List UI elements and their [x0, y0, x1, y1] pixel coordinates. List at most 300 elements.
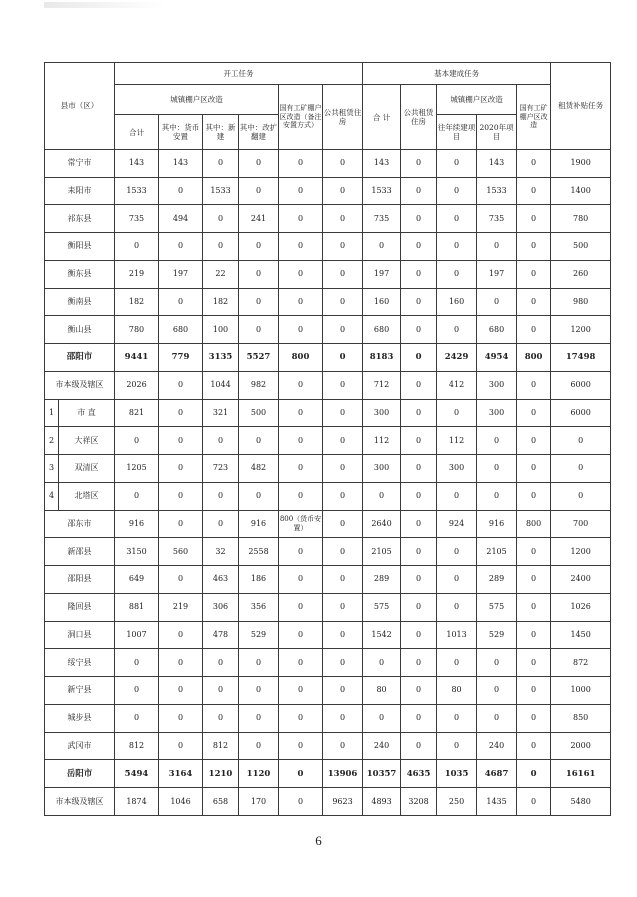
row-name: 衡东县	[45, 260, 115, 288]
header-start-tasks: 开工任务	[115, 63, 363, 85]
table-cell: 160	[363, 288, 401, 316]
row-index: 1	[45, 399, 59, 427]
table-cell: 0	[203, 704, 239, 732]
table-cell: 0	[323, 704, 363, 732]
table-row	[45, 649, 611, 677]
table-cell: 0	[203, 205, 239, 233]
header-of-which-cash: 其中：货币安置	[159, 115, 203, 149]
table-row	[45, 621, 611, 649]
table-cell: 0	[517, 205, 551, 233]
table-cell: 0	[363, 233, 401, 261]
table-cell: 680	[159, 316, 203, 344]
table-cell: 0	[239, 677, 279, 705]
table-cell: 680	[477, 316, 517, 344]
table-cell: 0	[551, 455, 611, 483]
table-row	[45, 760, 611, 788]
table-cell: 0	[477, 649, 517, 677]
table-row	[45, 288, 611, 316]
table-cell: 9441	[115, 344, 159, 372]
page-number: 6	[315, 833, 322, 848]
row-name: 洞口县	[45, 621, 115, 649]
table-cell: 0	[159, 510, 203, 538]
table-row	[45, 593, 611, 621]
table-cell: 0	[401, 621, 437, 649]
table-row	[45, 538, 611, 566]
table-cell: 0	[279, 593, 323, 621]
table-cell: 0	[159, 233, 203, 261]
table-cell: 735	[477, 205, 517, 233]
table-cell: 241	[239, 205, 279, 233]
table-cell: 5527	[239, 344, 279, 372]
table-cell: 13906	[323, 760, 363, 788]
table-cell: 4893	[363, 788, 401, 816]
table-row	[45, 455, 611, 483]
table-cell: 2105	[477, 538, 517, 566]
table-cell: 0	[279, 260, 323, 288]
table-cell: 0	[323, 177, 363, 205]
row-name: 隆回县	[45, 593, 115, 621]
table-cell: 800（货币安置）	[279, 510, 323, 538]
table-cell: 1210	[203, 760, 239, 788]
table-cell: 4635	[401, 760, 437, 788]
table-cell: 2640	[363, 510, 401, 538]
table-cell: 3150	[115, 538, 159, 566]
table-cell: 0	[437, 732, 477, 760]
table-cell: 0	[437, 205, 477, 233]
table-cell: 9623	[323, 788, 363, 816]
table-cell: 735	[115, 205, 159, 233]
table-row	[45, 566, 611, 594]
header-comp-shantytown: 城镇棚户区改造	[437, 85, 517, 115]
table-cell: 0	[323, 399, 363, 427]
table-cell: 0	[279, 233, 323, 261]
table-cell: 0	[239, 316, 279, 344]
table-cell: 2558	[239, 538, 279, 566]
table-cell: 924	[437, 510, 477, 538]
table-cell: 0	[323, 427, 363, 455]
table-cell: 0	[323, 510, 363, 538]
table-cell: 1205	[115, 455, 159, 483]
table-cell: 6000	[551, 371, 611, 399]
table-cell: 0	[517, 649, 551, 677]
table-row	[45, 205, 611, 233]
table-cell: 240	[477, 732, 517, 760]
table-cell: 0	[115, 427, 159, 455]
table-cell: 0	[279, 205, 323, 233]
table-cell: 0	[239, 177, 279, 205]
table-row	[45, 510, 611, 538]
table-cell: 0	[401, 455, 437, 483]
table-cell: 0	[279, 399, 323, 427]
header-of-which-renovate: 其中：改扩翻建	[239, 115, 279, 149]
table-cell: 100	[203, 316, 239, 344]
table-cell: 300	[477, 371, 517, 399]
table-cell: 219	[159, 593, 203, 621]
table-cell: 1400	[551, 177, 611, 205]
row-name: 新宁县	[45, 677, 115, 705]
table-cell: 0	[279, 455, 323, 483]
table-cell: 0	[239, 732, 279, 760]
table-cell: 1000	[551, 677, 611, 705]
table-row	[45, 427, 611, 455]
table-cell: 0	[203, 677, 239, 705]
table-cell: 0	[323, 593, 363, 621]
table-cell: 0	[279, 649, 323, 677]
table-cell: 0	[401, 566, 437, 594]
row-name: 新邵县	[45, 538, 115, 566]
table-cell: 0	[401, 399, 437, 427]
table-cell: 500	[239, 399, 279, 427]
table-cell: 0	[401, 149, 437, 177]
table-cell: 0	[159, 371, 203, 399]
table-cell: 0	[279, 760, 323, 788]
table-cell: 0	[323, 482, 363, 510]
header-completion-tasks: 基本建成任务	[363, 63, 551, 85]
header-of-which-new: 其中：新 建	[203, 115, 239, 149]
table-cell: 0	[159, 677, 203, 705]
table-cell: 0	[477, 455, 517, 483]
table-cell: 306	[203, 593, 239, 621]
table-cell: 1533	[363, 177, 401, 205]
row-name: 大祥区	[59, 427, 115, 455]
table-cell: 500	[551, 233, 611, 261]
table-cell: 0	[239, 649, 279, 677]
table-cell: 0	[279, 621, 323, 649]
table-cell: 289	[477, 566, 517, 594]
table-cell: 0	[437, 482, 477, 510]
table-cell: 412	[437, 371, 477, 399]
table-row	[45, 482, 611, 510]
table-cell: 0	[159, 399, 203, 427]
table-row	[45, 732, 611, 760]
table-cell: 3135	[203, 344, 239, 372]
table-cell: 0	[437, 566, 477, 594]
table-cell: 321	[203, 399, 239, 427]
table-cell: 529	[239, 621, 279, 649]
table-cell: 0	[437, 649, 477, 677]
table-row	[45, 399, 611, 427]
table-cell: 1533	[115, 177, 159, 205]
table-cell: 182	[203, 288, 239, 316]
table-cell: 0	[279, 538, 323, 566]
header-county: 县市（区）	[45, 63, 115, 150]
table-cell: 0	[517, 288, 551, 316]
row-name: 岳阳市	[45, 760, 115, 788]
table-cell: 219	[115, 260, 159, 288]
table-cell: 0	[159, 455, 203, 483]
row-name: 城步县	[45, 704, 115, 732]
table-cell: 1874	[115, 788, 159, 816]
table-cell: 0	[401, 538, 437, 566]
table-cell: 8183	[363, 344, 401, 372]
table-cell: 658	[203, 788, 239, 816]
table-cell: 0	[279, 371, 323, 399]
row-name: 绥宁县	[45, 649, 115, 677]
table-cell: 0	[517, 399, 551, 427]
table-cell: 182	[115, 288, 159, 316]
table-cell: 560	[159, 538, 203, 566]
table-cell: 0	[115, 482, 159, 510]
table-cell: 0	[239, 427, 279, 455]
table-cell: 0	[323, 371, 363, 399]
table-cell: 1013	[437, 621, 477, 649]
table-cell: 649	[115, 566, 159, 594]
table-cell: 0	[239, 704, 279, 732]
table-cell: 0	[517, 371, 551, 399]
header-year-2020: 2020年项目	[477, 115, 517, 149]
table-cell: 0	[517, 233, 551, 261]
table-cell: 1035	[437, 760, 477, 788]
table-cell: 0	[279, 482, 323, 510]
table-cell: 0	[517, 149, 551, 177]
table-cell: 0	[203, 149, 239, 177]
table-cell: 812	[203, 732, 239, 760]
table-cell: 0	[115, 677, 159, 705]
table-cell: 0	[279, 177, 323, 205]
table-cell: 0	[401, 316, 437, 344]
table-cell: 170	[239, 788, 279, 816]
row-name: 耒阳市	[45, 177, 115, 205]
table-row	[45, 316, 611, 344]
table-cell: 1007	[115, 621, 159, 649]
table-cell: 5480	[551, 788, 611, 816]
table-cell: 0	[517, 316, 551, 344]
table-cell: 0	[323, 288, 363, 316]
table-cell: 821	[115, 399, 159, 427]
table-cell: 812	[115, 732, 159, 760]
table-cell: 0	[517, 427, 551, 455]
table-cell: 0	[279, 316, 323, 344]
table-cell: 0	[159, 621, 203, 649]
table-cell: 0	[203, 233, 239, 261]
table-cell: 300	[363, 455, 401, 483]
table-cell: 112	[363, 427, 401, 455]
table-cell: 0	[437, 593, 477, 621]
table-cell: 0	[159, 732, 203, 760]
row-index: 4	[45, 482, 59, 510]
table-cell: 1435	[477, 788, 517, 816]
table-cell: 3164	[159, 760, 203, 788]
table-cell: 780	[551, 205, 611, 233]
table-cell: 0	[115, 649, 159, 677]
table-cell: 700	[551, 510, 611, 538]
table-cell: 2429	[437, 344, 477, 372]
row-name: 市 直	[59, 399, 115, 427]
table-cell: 575	[477, 593, 517, 621]
table-cell: 0	[323, 566, 363, 594]
table-cell: 881	[115, 593, 159, 621]
table-cell: 0	[279, 732, 323, 760]
table-cell: 0	[401, 704, 437, 732]
table-cell: 712	[363, 371, 401, 399]
table-cell: 0	[477, 677, 517, 705]
table-cell: 0	[477, 288, 517, 316]
table-row	[45, 260, 611, 288]
table-cell: 197	[159, 260, 203, 288]
table-cell: 0	[517, 177, 551, 205]
table-cell: 6000	[551, 399, 611, 427]
table-cell: 494	[159, 205, 203, 233]
row-name: 邵阳县	[45, 566, 115, 594]
header-urban-shantytown: 城镇棚户区改造	[115, 85, 279, 115]
table-cell: 80	[437, 677, 477, 705]
table-cell: 0	[279, 788, 323, 816]
table-cell: 1450	[551, 621, 611, 649]
header-comp-public-rental: 公共租赁住房	[401, 85, 437, 150]
table-cell: 780	[115, 316, 159, 344]
table-cell: 186	[239, 566, 279, 594]
table-cell: 0	[239, 233, 279, 261]
table-cell: 4687	[477, 760, 517, 788]
table-cell: 0	[159, 288, 203, 316]
table-cell: 0	[517, 677, 551, 705]
table-cell: 0	[203, 482, 239, 510]
table-row	[45, 149, 611, 177]
table-cell: 0	[323, 205, 363, 233]
table-cell: 1026	[551, 593, 611, 621]
table-row	[45, 344, 611, 372]
table-cell: 916	[115, 510, 159, 538]
table-cell: 1200	[551, 538, 611, 566]
table-cell: 1533	[203, 177, 239, 205]
table-cell: 0	[203, 510, 239, 538]
table-cell: 0	[401, 344, 437, 372]
table-row	[45, 177, 611, 205]
table-cell: 0	[401, 371, 437, 399]
table-cell: 80	[363, 677, 401, 705]
table-cell: 0	[159, 482, 203, 510]
table-cell: 0	[477, 704, 517, 732]
table-cell: 0	[323, 455, 363, 483]
table-cell: 300	[477, 399, 517, 427]
table-cell: 0	[159, 427, 203, 455]
header-prior-years: 往年续建项目	[437, 115, 477, 149]
table-cell: 0	[401, 593, 437, 621]
table-cell: 800	[279, 344, 323, 372]
table-cell: 240	[363, 732, 401, 760]
table-cell: 0	[401, 482, 437, 510]
row-index: 2	[45, 427, 59, 455]
table-cell: 10357	[363, 760, 401, 788]
table-cell: 250	[437, 788, 477, 816]
table-cell: 980	[551, 288, 611, 316]
table-cell: 0	[323, 316, 363, 344]
table-cell: 0	[437, 149, 477, 177]
table-cell: 0	[279, 704, 323, 732]
table-row	[45, 677, 611, 705]
table-cell: 0	[437, 704, 477, 732]
table-body	[45, 63, 611, 816]
table-cell: 0	[363, 649, 401, 677]
table-cell: 0	[159, 649, 203, 677]
table-cell: 197	[363, 260, 401, 288]
table-cell: 916	[239, 510, 279, 538]
table-row	[45, 371, 611, 399]
table-cell: 0	[517, 455, 551, 483]
table-cell: 0	[323, 621, 363, 649]
table-cell: 800	[517, 344, 551, 372]
table-cell: 22	[203, 260, 239, 288]
row-name: 衡阳县	[45, 233, 115, 261]
table-cell: 680	[363, 316, 401, 344]
table-cell: 0	[239, 288, 279, 316]
table-cell: 143	[477, 149, 517, 177]
table-cell: 872	[551, 649, 611, 677]
row-name: 祁东县	[45, 205, 115, 233]
table-cell: 0	[159, 177, 203, 205]
table-cell: 0	[401, 205, 437, 233]
table-cell: 0	[363, 704, 401, 732]
table-cell: 17498	[551, 344, 611, 372]
table-cell: 1542	[363, 621, 401, 649]
row-name: 邵东市	[45, 510, 115, 538]
table-cell: 0	[401, 177, 437, 205]
table-cell: 0	[401, 427, 437, 455]
table-cell: 0	[323, 344, 363, 372]
table-cell: 0	[279, 288, 323, 316]
header-comp-total: 合 计	[363, 85, 401, 150]
table-cell: 2105	[363, 538, 401, 566]
table-cell: 0	[323, 149, 363, 177]
row-name: 双清区	[59, 455, 115, 483]
table-cell: 1900	[551, 149, 611, 177]
table-cell: 0	[323, 260, 363, 288]
row-name: 衡南县	[45, 288, 115, 316]
table-cell: 143	[363, 149, 401, 177]
table-cell: 575	[363, 593, 401, 621]
table-cell: 463	[203, 566, 239, 594]
table-cell: 0	[401, 288, 437, 316]
table-cell: 0	[239, 482, 279, 510]
table-cell: 0	[279, 427, 323, 455]
table-cell: 0	[279, 677, 323, 705]
table-cell: 0	[115, 704, 159, 732]
table-cell: 916	[477, 510, 517, 538]
table-cell: 0	[159, 566, 203, 594]
table-cell: 0	[517, 732, 551, 760]
table-cell: 300	[363, 399, 401, 427]
table-cell: 0	[239, 149, 279, 177]
row-name: 武冈市	[45, 732, 115, 760]
table-cell: 0	[517, 621, 551, 649]
table-cell: 356	[239, 593, 279, 621]
header-state-mine: 国有工矿棚户区改造（备注安置方式）	[279, 85, 323, 150]
table-cell: 0	[517, 593, 551, 621]
table-cell: 0	[401, 233, 437, 261]
header-comp-state-mine: 国有工矿棚户区改造	[517, 85, 551, 150]
table-cell: 0	[437, 538, 477, 566]
table-cell: 0	[517, 566, 551, 594]
table-cell: 1533	[477, 177, 517, 205]
table-cell: 289	[363, 566, 401, 594]
table-cell: 143	[159, 149, 203, 177]
table-cell: 0	[203, 427, 239, 455]
table-row	[45, 788, 611, 816]
table-cell: 0	[323, 649, 363, 677]
header-total: 合计	[115, 115, 159, 149]
table-cell: 0	[437, 399, 477, 427]
table-cell: 0	[401, 649, 437, 677]
header-rent-subsidy: 租赁补贴任务	[551, 63, 611, 150]
table-cell: 0	[203, 649, 239, 677]
table-cell: 112	[437, 427, 477, 455]
table-cell: 2026	[115, 371, 159, 399]
table-cell: 0	[401, 732, 437, 760]
scan-artifact	[44, 2, 164, 8]
table-cell: 0	[239, 260, 279, 288]
table-cell: 260	[551, 260, 611, 288]
row-name: 邵阳市	[45, 344, 115, 372]
